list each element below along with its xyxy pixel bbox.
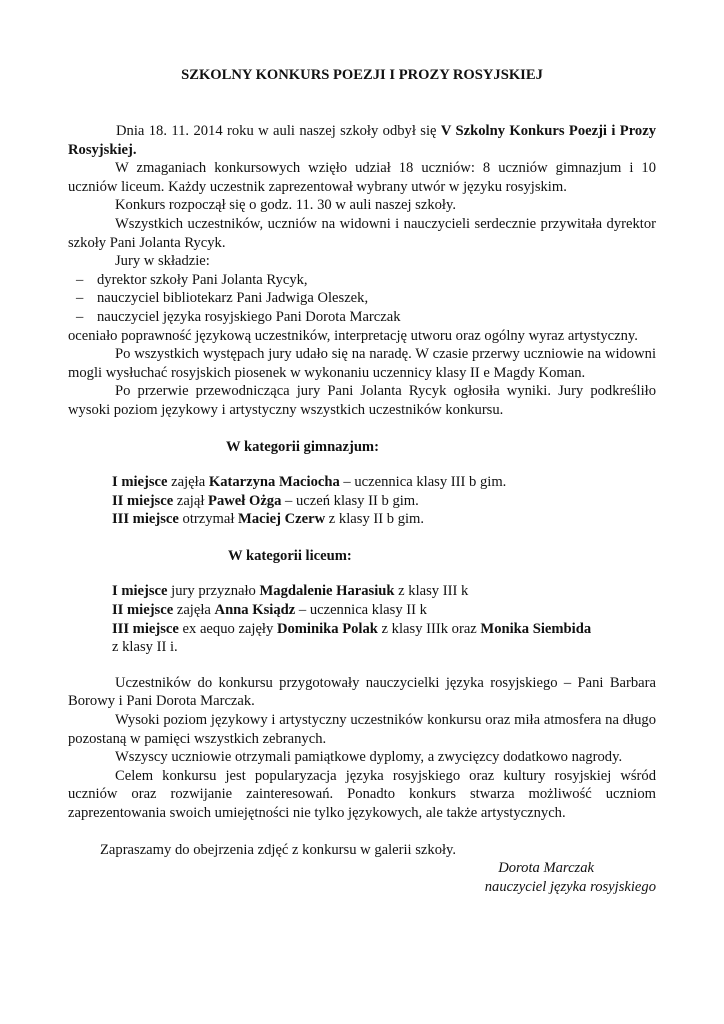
winner-name: Paweł Ożga xyxy=(208,492,282,509)
award-place: III miejsce xyxy=(112,620,179,637)
invitation-line: Zapraszamy do obejrzenia zdjęć z konkursu w galerii szkoły. xyxy=(100,841,457,858)
award-line: II miejsce zajęła Anna Ksiądz – uczennica klasy II k xyxy=(112,602,427,619)
paragraph-welcome: Wszystkich uczestników, uczniów na widowni i nauczycieli serdecznie przywitała dyrektor szkoły Pani Jolanta Rycyk. xyxy=(68,215,656,251)
document-title: SZKOLNY KONKURS POEZJI I PROZY ROSYJSKIEJ xyxy=(181,67,543,83)
award-place: II miejsce xyxy=(112,602,174,619)
signature-name: Dorota Marczak xyxy=(498,860,594,877)
signature-role: nauczyciel języka rosyjskiego xyxy=(484,878,656,895)
paragraph-atmosphere: Wysoki poziom językowy i artystyczny uczestników konkursu oraz miła atmosfera na długo pozostaną w pamięci wszystkich zebranych. xyxy=(68,712,656,747)
paragraph-goal: Celem konkursu jest popularyzacja języka rosyjskiego oraz kultury rosyjskiej wśród uczniów oraz rozwijanie zainteresowań. Ponadto konkurs stwarza możliwość uczniom zaprezentowania swoich umiejętności nie tylko językowych, ale także artystycznych. xyxy=(68,767,656,821)
jury-list xyxy=(68,271,656,327)
paragraph-participants: W zmaganiach konkursowych wzięło udział 18 uczniów: 8 uczniów gimnazjum i 10 uczniów liceum. Każdy uczestnik zaprezentował wybrany utwór w języku rosyjskim. xyxy=(68,160,656,195)
paragraph-jury-criteria: oceniało poprawność językową uczestników, interpretację utworu oraz ogólny wyraz artystyczny. xyxy=(68,327,638,344)
paragraph-results: Po przerwie przewodnicząca jury Pani Jolanta Rycyk ogłosiła wyniki. Jury podkreśliło wysoki poziom językowy i artystyczny wszystkich uczestników konkursu. xyxy=(68,383,656,418)
paragraph-break: Po wszystkich występach jury udało się na naradę. W czasie przerwy uczniowie na widowni mogli wysłuchać rosyjskich piosenek w wykonaniu uczennicy klasy II e Magdy Koman. xyxy=(68,346,656,381)
paragraph-jury-intro: Jury w składzie: xyxy=(115,253,210,270)
category-heading-liceum: W kategorii liceum: xyxy=(228,547,352,564)
category-heading-gimnazjum: W kategorii gimnazjum: xyxy=(226,438,379,455)
winner-name: Magdalenie Harasiuk xyxy=(259,583,395,600)
intro-paragraph xyxy=(68,122,656,159)
intro-text: Dnia 18. 11. 2014 roku w auli naszej szkoły odbył się xyxy=(116,123,441,139)
winner-name: Katarzyna Maciocha xyxy=(208,474,340,491)
winner-name: Monika Siembida xyxy=(480,620,592,637)
jury-member: – dyrektor szkoły Pani Jolanta Rycyk, xyxy=(68,271,656,290)
spacer xyxy=(68,657,656,674)
award-line-continuation: z klasy II i. xyxy=(112,639,178,656)
winner-name: Anna Ksiądz xyxy=(214,602,296,619)
award-place: I miejsce xyxy=(112,583,168,600)
award-place: I miejsce xyxy=(112,474,168,491)
paragraph-start-time: Konkurs rozpoczął się o godz. 11. 30 w auli naszej szkoły. xyxy=(115,197,456,214)
winner-name: Maciej Czerw xyxy=(238,511,326,528)
contest-name: V Szkolny Konkurs Poezji i Prozy Rosyjskiej. xyxy=(68,123,656,158)
paragraph-teachers: Uczestników do konkursu przygotowały nauczycielki języka rosyjskiego – Pani Barbara Borowy i Pani Dorota Marczak. xyxy=(68,674,656,710)
jury-member: – nauczyciel bibliotekarz Pani Jadwiga Oleszek, xyxy=(68,289,656,308)
award-line: I miejsce jury przyznało Magdalenie Harasiuk z klasy III k xyxy=(112,583,469,600)
award-line: III miejsce ex aequo zajęły Dominika Polak z klasy IIIk oraz Monika Siembida xyxy=(112,620,592,637)
winner-name: Dominika Polak xyxy=(276,620,378,637)
award-place: III miejsce xyxy=(112,511,179,528)
award-line: III miejsce otrzymał Maciej Czerw z klasy II b gim. xyxy=(112,511,425,528)
award-place: II miejsce xyxy=(112,492,174,509)
award-line: I miejsce zajęła Katarzyna Maciocha – uczennica klasy III b gim. xyxy=(112,474,507,491)
award-line: II miejsce zajął Paweł Ożga – uczeń klasy II b gim. xyxy=(112,492,419,509)
paragraph-diplomas: Wszyscy uczniowie otrzymali pamiątkowe dyplomy, a zwycięzcy dodatkowo nagrody. xyxy=(115,749,623,766)
document-body xyxy=(68,122,656,896)
jury-member: – nauczyciel języka rosyjskiego Pani Dorota Marczak xyxy=(68,308,656,327)
